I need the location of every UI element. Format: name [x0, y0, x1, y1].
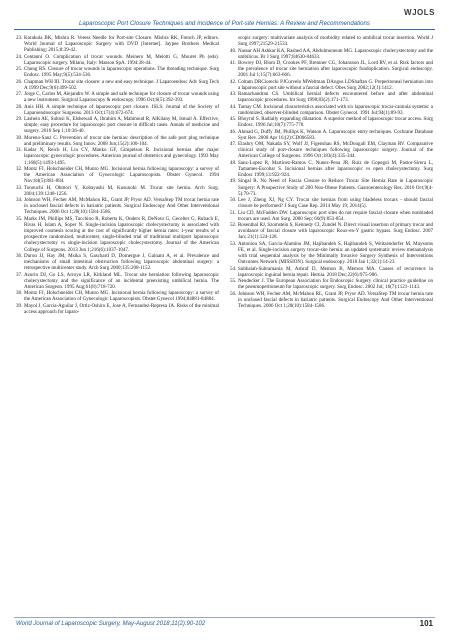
- reference-number: 36.: [16, 252, 23, 259]
- reference-entry: [16, 216, 219, 253]
- reference-entry: [16, 104, 219, 116]
- reference-text: Kotakula BK, Mishra R. Veress Needle for Port-site Closure. Mishra RK, French JP, editors. World Journal of Laparoscopic Surgery with DVD [Internet]. Jaypee Brothers Medical Publishing; 2015;8:39-42.: [24, 35, 219, 54]
- reference-entry: [230, 291, 433, 309]
- reference-text: Centanni O. Complication of trocar wounds. Meinero M, Melotti G, Mouret Ph (eds). Laparoscopic surgery. Milano, Italy: Masson SpA. 1994:38-44.: [24, 53, 219, 66]
- reference-text: Kadar N, Reich H, Liu CY, Manko GF, Gimpelson R. Incisional hernias after major laparoscopic gynecologic procedures. American journal of obstetrics and gynecology. 1993 May 1;168(5):1493-1495.: [24, 147, 219, 166]
- reference-number: 35.: [16, 215, 23, 222]
- reference-number: 51.: [230, 209, 237, 216]
- reference-entry: [16, 272, 219, 290]
- reference-number: 37.: [16, 271, 23, 278]
- references-left-column: [16, 35, 219, 610]
- page-number: 101: [419, 619, 433, 628]
- reference-text: Johnson WH, Fecher AM, McMahon RL, Grant JP, Pryor AD. VersaStep TM trocar hernia rate in unclosed fascial defects in bariatric patients. Surgical Endoscopy And Other Interventional Techniques. 2006 Oct 1;20(10):1584-1586.: [238, 290, 433, 309]
- reference-entry: [16, 91, 219, 103]
- reference-entry: [230, 241, 433, 266]
- reference-number: 30.: [16, 134, 23, 141]
- references-body: [16, 35, 433, 610]
- reference-number: 25.: [16, 66, 23, 73]
- reference-number: 39.: [16, 302, 23, 309]
- reference-entry: [16, 147, 219, 165]
- reference-text: Anis HH. A simple technique of laparoscopic port closure. JSLS: Journal of the Society of Laparoendoscopic Surgeons. 2013 Oct;17(4):672-674.: [24, 103, 219, 116]
- reference-number: 52.: [230, 222, 237, 229]
- reference-text: Montz FJ, Holschneider CH, Munro MG. Incisional hernia following laparoscopy: a survey of the American Association of Gynecologic Laparoscopists. Obstet Gynecol 1994;84881-84884.: [24, 290, 219, 303]
- reference-entry: [230, 178, 433, 196]
- reference-number: 44.: [230, 103, 237, 110]
- reference-text: Subbaiah-Subramania M, Ashraf D, Memon B, Memon MA. Causes of recurrence in laparoscopic inguinal hernia repair. Hernia. 2018 Dec;22(6):975-986.: [238, 265, 433, 278]
- reference-number: 49.: [230, 178, 237, 185]
- reference-number: 45.: [230, 116, 237, 123]
- reference-number: 41.: [230, 60, 237, 66]
- reference-entry: [16, 290, 219, 302]
- reference-number: 26.: [16, 78, 23, 85]
- reference-entry: [230, 60, 433, 78]
- reference-entry: [16, 185, 219, 197]
- reference-number: 56.: [230, 290, 237, 297]
- reference-entry: [230, 48, 433, 60]
- reference-entry: [230, 116, 433, 128]
- reference-entry: [230, 278, 433, 290]
- reference-text: Duron JJ, Hay JM, Msika S, Gaschard D, Domergue J, Gainant A, et al. Prevalence and mechanisms of small intestinal obstruction following laparoscopic abdominal surgery: a retrospective multicenter study. Arch Surg 2000;135:208-1152.: [24, 252, 219, 272]
- reference-number: 29.: [16, 116, 23, 123]
- reference-number: 53.: [230, 240, 237, 247]
- footer-journal-citation: World Journal of Laparoscopic Surgery, May-August 2018;11(2):90-102: [16, 621, 206, 627]
- journal-brand: WJOLS: [404, 8, 435, 17]
- reference-number: 42.: [230, 78, 237, 85]
- reference-text: Chung RS. Closure of trocar wounds in laparoscopic operations. The threading technique. Surg Endosc. 1995 May;9(5):534-536.: [24, 66, 219, 79]
- reference-number: 32.: [16, 165, 23, 172]
- reference-text: Tonouchi H, Ohmori Y, Kobayashi M, Kusunoki M. Trocar site hernia. Arch Surg. 2004;139:1248-1256.: [24, 184, 219, 197]
- reference-text: Rosenthal RJ, Szomstein S, Kennedy CI, Zundel N. Direct visual insertion of primary trocar and avoidance of fascial closure with laparoscopic Roux-en-Y gastric bypass. Surg Endosc. 2007 Jan; 21(1):124-128.: [238, 222, 433, 241]
- reference-entry: [230, 141, 433, 159]
- reference-number: 27.: [16, 91, 23, 98]
- reference-text: Bhoyrul S. Radially expanding dilatation. A superior method of laparoscopic trocar access. Surg Endosc. 1996 Jul;10(7):775-778.: [238, 116, 433, 129]
- reference-entry: [230, 210, 433, 222]
- reference-number: 48.: [230, 159, 237, 166]
- reference-number: 43.: [230, 91, 237, 98]
- reference-entry: [230, 91, 433, 103]
- reference-entry: [230, 160, 433, 178]
- reference-text: Tamay CM. Incisional characteristics associated with six laparoscopic trocar-cannula systems: a randomized, observer-blinded comparison. Obstet Gynecol. 1991 Jul;94(1):89-93.: [238, 103, 433, 116]
- reference-text: Moreno-Sanz C. Prevention of trocar site hernias: description of the safe port plug technique and preliminary results. Surg Innov. 2008 Jun;15(2):100-104.: [24, 134, 219, 147]
- running-header: Laparoscopic Port Closure Techniques and Incidence of Port-site Hernias: A Review and Recommendations: [79, 20, 370, 27]
- reference-text: Lashein AE, Sultosi K, Elshewail A, Ibrahim A, Mahmoud R, AlKilany M, Ismail A. Effective, simple, easy procedure for laparoscopic port closure in difficult cases. Annals of medicine and surgery. 2016 Sep 1;10:36-40.: [24, 116, 219, 135]
- reference-number: 40.: [230, 47, 237, 54]
- reference-text: Coltam DRCiorecki PJCurvelo MWeltman DAngus LDShaftan G. Preperitoneal herniation into a laparoscopic port site without a fascial defect. Obes Surg 2002;12(1):1412.: [238, 78, 433, 91]
- reference-entry: [16, 166, 219, 184]
- reference-entry: [16, 54, 219, 66]
- reference-number: 33.: [16, 184, 23, 191]
- reference-text: Johnson WH, Fecher AM, McMahon RL, Grant JP, Pryor AD. VersaStep TM trocar hernia rate in unclosed fascial defects in bariatric patients. Surgical Endoscopy And Other Interventional Techniques. 2006 Oct 1;20(10):1584-1586.: [24, 197, 219, 216]
- reference-entry: [16, 197, 219, 215]
- reference-entry: [230, 129, 433, 141]
- reference-text: Montz FJ, Holschneider CH, Munro MG. Incisional hernia following laparoscopy: a survey of the American Association of Gynecologic Laparoscopists. Obstet Gynecol. 1994 Nov;84(5):881-884.: [24, 165, 219, 185]
- reference-text: scopic surgery: multivariate analysis of morbidity related to umbilical trocar insertion. World J Surg 1997;21529-21533.: [238, 35, 433, 48]
- reference-entry: [16, 135, 219, 147]
- reference-entry: [16, 35, 219, 53]
- reference-text: Jorge C, Carlos M, Alejandro W. A simple and safe technique for closure of trocar wounds using a new instrument. Surgical Laparoscopy & endoscopy. 1996 Oct;6(5):392-393.: [24, 91, 219, 104]
- reference-number: 55.: [230, 278, 237, 285]
- reference-entry: [230, 104, 433, 116]
- reference-entry: [16, 253, 219, 271]
- reference-entry: [230, 35, 433, 47]
- reference-text: Mayol J, Garcia-Aguilar J, Ortiz-Oshiro E, Jose A, Fernandez-Represa JA. Risks of the minimal access approach for laparo-: [24, 302, 219, 315]
- references-right-column: [230, 35, 433, 610]
- reference-text: Chapman WH III. Trocar site closure: a new and easy technique. J Laparoendosc Adv Surg Tech A 1999 Dec;9(6):499-502.: [24, 78, 219, 91]
- reference-text: Nassar AH Ashkar KA, Rashed AA, Abdulmoneum MG. Laparoscopic cholecystectomy and the umbilicus. Br J Surg 1997;84630-84633.: [238, 47, 433, 60]
- reference-entry: [230, 197, 433, 209]
- reference-text: Neudecker J. The European Association for Endoscopic Surgery clinical practice guideline on the pneumoperitoneum for laparoscopic surgery. Surg Endosc. 2002 Jul; 16(7):1121-1143.: [238, 278, 433, 291]
- reference-number: 28.: [16, 103, 23, 110]
- footer-rule: [14, 617, 435, 618]
- reference-entry: [16, 116, 219, 134]
- header-rule: [14, 29, 435, 30]
- reference-text: Marks JM, Phillips MS, Tacchino R, Roberts K, Onders R, DeNoto G, Gecelter G, Rubach E, Rivas H, Islam A, Soper N. Single-incision laparoscopic cholecystectomy is associated with improved cosmesis scoring at the cost of significantly higher hernia rates: 1-year results of a prospective randomized, multicenter, single-blinded trial of traditional multiport laparoscopic cholecystectomy vs single-incision laparoscopic cholecystectomy. Journal of the American College of Surgeons. 2013 Jun 1;216(6):1037-1047.: [24, 215, 219, 253]
- reference-text: Lee J, Zheng XJ, Ng CY. Trocar site hernias from using bladeless trocars - should fascial closure be performed? J Surg Case Rep. 2014 May 19; 2014(5).: [238, 197, 433, 210]
- reference-text: Singal R. No Need of Fascia Closure to Reduce Trocar Site Hernia Rate in Laparoscopic Surgery: A Prospective Study of 200 Non-Obese Patients. Gastroenterology Res. 2016 Oct;9(4-5):70-73.: [238, 178, 433, 197]
- reference-number: 31.: [16, 147, 23, 154]
- reference-number: 47.: [230, 141, 237, 148]
- reference-entry: [16, 303, 219, 315]
- reference-number: 23.: [16, 35, 23, 41]
- reference-number: 24.: [16, 53, 23, 60]
- reference-text: Liu CD, McFadden DW. Laparoscopic port sites do not require fascial closure when nonbladed trocars are used. Am Surg. 2000 Sep; 66(9):853-854.: [238, 209, 433, 222]
- reference-number: 34.: [16, 197, 23, 204]
- reference-entry: [16, 79, 219, 91]
- reference-number: 38.: [16, 290, 23, 297]
- reference-entry: [230, 266, 433, 278]
- reference-entry: [230, 79, 433, 91]
- reference-entry: [16, 66, 219, 78]
- reference-text: Ramachandran CS. Umbilical hernial defects encountered before and after abdominal laparoscopic procedures. Int Surg 1998;83(2):171-173.: [238, 91, 433, 104]
- reference-text: Bowrey DJ, Blom D, Crookes PF, Bremner CG, Johansson JL, Lord RV, et al. Risk factors and the prevalence of trocar site herniation after laparoscopic fundoplication. Surgical endoscopy. 2001 Jul 1;15(7):663-666.: [238, 60, 433, 79]
- reference-number: 46.: [230, 128, 237, 135]
- reference-text: Ahmad G, Duffy JM, Phillips K, Watson A. Laparoscopic entry techniques. Cochrane Database Syst Rev. 2008 Apr 16;(2):CD006583.: [238, 128, 433, 141]
- reference-number: 50.: [230, 197, 237, 204]
- reference-number: 54.: [230, 265, 237, 272]
- reference-text: Sanz-Lopez R, Martinez-Ramos C, Nunez-Pena JR, Ruiz de Gopegui M, Pastor-Sirera L, Tamames-Escobar S. Incisional hernias after laparoscopic vs open cholecystectomy. Surg Endosc 1999;13:922-924.: [238, 159, 433, 179]
- reference-text: Antoniou SA, Garcia-Alamino JM, Hajibandeh S, Hajibandeh S, Weitzendorfer M, Muysoms FE, et al. Single-incision surgery trocar-site hernia: an updated systematic review metaanalysis with trial sequential analysis by the Minimally Invasive Surgery Synthesis of Interventions Outcomes Network (MISSION). Surgical endoscopy. 2018 Jan 1;32(1):14-23.: [238, 240, 433, 266]
- reference-text: Elashry OM, Nakada SY, Wolf JJ, Figenshau RS, McDougall EM, Clayman RV. Comparative clinical study of port-closure techniques following laparoscopic surgery. Journal of the American College of Surgeons. 1996 Oct;183(4):335-344.: [238, 141, 433, 160]
- reference-entry: [230, 222, 433, 240]
- reference-text: Azurin DJ, Go LS, Arroyo LR, Kirkland ML. Trocar site herniation following laparoscopic cholecystectomy and the significance of an incidental preexisting umbilical hernia. The American Surgeon. 1995 Aug;61(8):718-720.: [24, 271, 219, 290]
